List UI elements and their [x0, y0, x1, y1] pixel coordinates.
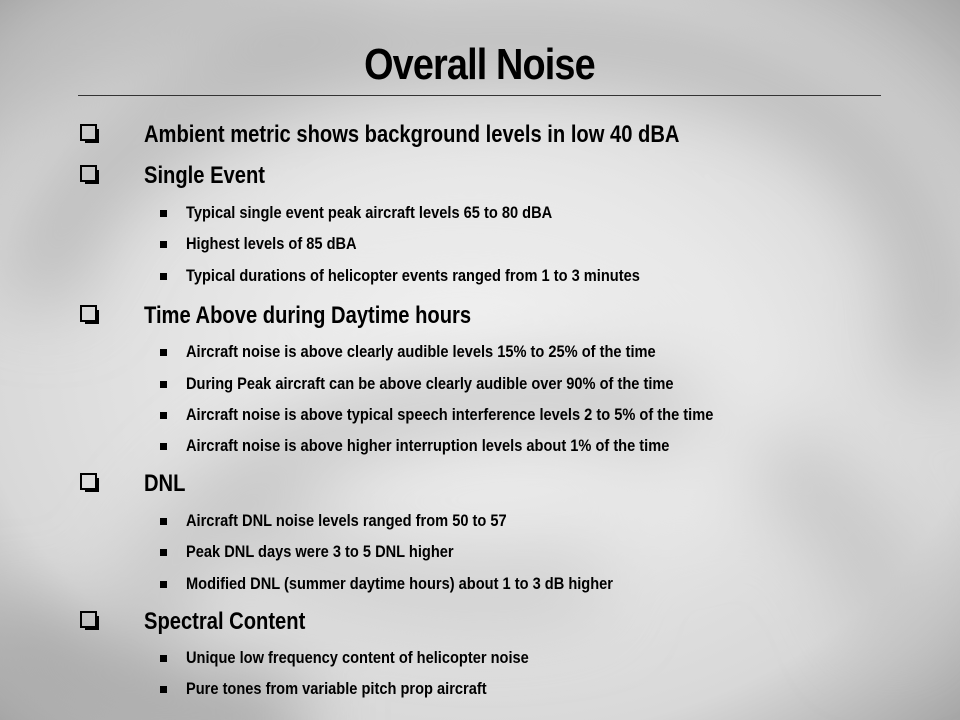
list-item-text: Peak DNL days were 3 to 5 DNL higher	[186, 542, 454, 561]
list-item-text: Typical durations of helicopter events ranged from 1 to 3 minutes	[186, 266, 640, 285]
square-bullet-icon	[160, 655, 167, 662]
list-item-text: Highest levels of 85 dBA	[186, 234, 357, 253]
square-bullet-icon	[160, 273, 167, 280]
list-item-text: Aircraft noise is above clearly audible levels 15% to 25% of the time	[186, 342, 656, 361]
square-bullet-icon	[160, 412, 167, 419]
square-bullet-icon	[160, 581, 167, 588]
list-item-text: Aircraft DNL noise levels ranged from 50 to 57	[186, 511, 507, 530]
section-label: DNL	[144, 470, 186, 497]
list-item-text: Aircraft noise is above typical speech interference levels 2 to 5% of the time	[186, 405, 714, 424]
checkbox-bullet-icon	[80, 611, 100, 631]
square-bullet-icon	[160, 241, 167, 248]
checkbox-bullet-icon	[80, 124, 100, 144]
square-bullet-icon	[160, 549, 167, 556]
square-bullet-icon	[160, 349, 167, 356]
section-label: Single Event	[144, 162, 265, 189]
section-label: Ambient metric shows background levels in low 40 dBA	[144, 121, 680, 148]
list-item-text: Pure tones from variable pitch prop aircraft	[186, 679, 487, 698]
section-label: Time Above during Daytime hours	[144, 302, 472, 329]
square-bullet-icon	[160, 518, 167, 525]
list-item-text: Modified DNL (summer daytime hours) about 1 to 3 dB higher	[186, 574, 614, 593]
square-bullet-icon	[160, 381, 167, 388]
list-item-text: Unique low frequency content of helicopter noise	[186, 648, 529, 667]
checkbox-bullet-icon	[80, 473, 100, 493]
square-bullet-icon	[160, 443, 167, 450]
checkbox-bullet-icon	[80, 305, 100, 325]
list-item-text: Aircraft noise is above higher interruption levels about 1% of the time	[186, 436, 670, 455]
list-item-text: During Peak aircraft can be above clearly audible over 90% of the time	[186, 374, 674, 393]
list-item-text: Typical single event peak aircraft levels 65 to 80 dBA	[186, 203, 553, 222]
square-bullet-icon	[160, 210, 167, 217]
square-bullet-icon	[160, 686, 167, 693]
section-label: Spectral Content	[144, 608, 306, 635]
slide-title: Overall Noise	[364, 40, 595, 89]
checkbox-bullet-icon	[80, 165, 100, 185]
